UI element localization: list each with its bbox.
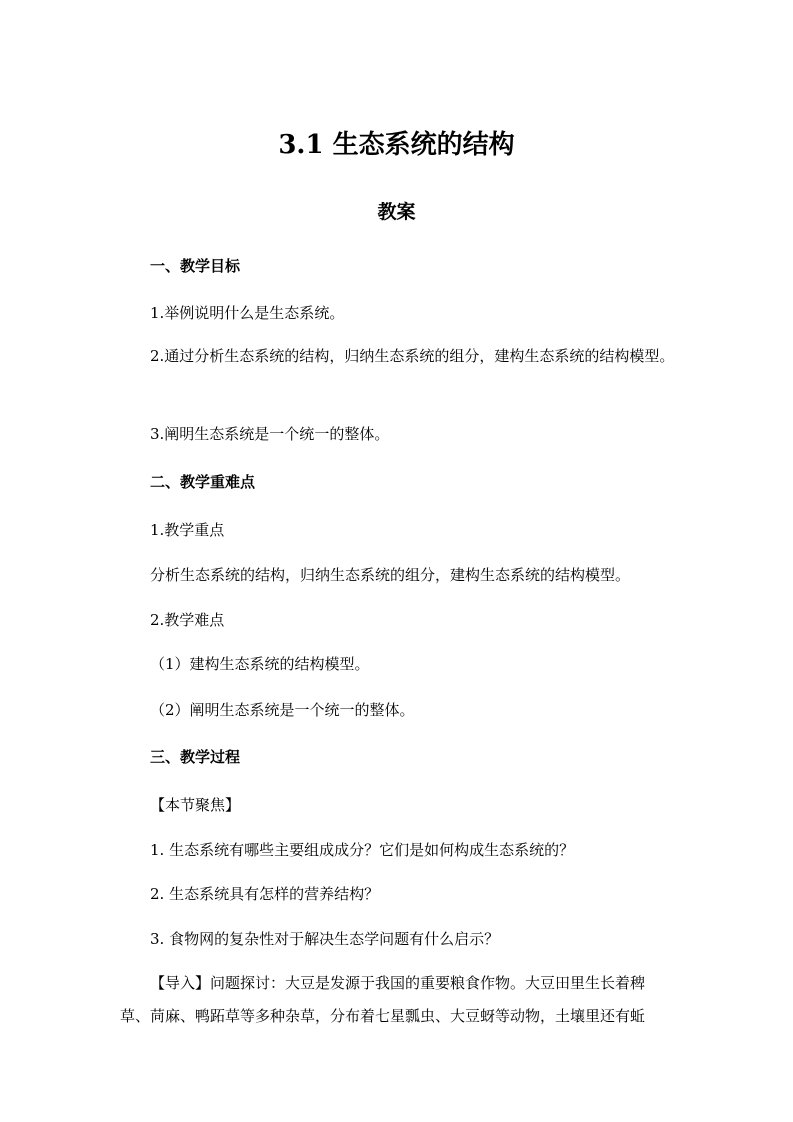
focus-label: 【本节聚焦】 (150, 796, 241, 814)
intro-label: 【导入】 (150, 974, 211, 992)
document-subtitle: 教案 (377, 201, 416, 223)
key-point-text: 分析生态系统的结构，归纳生态系统的组分，建构生态系统的结构模型。 (150, 566, 631, 584)
key-point-label: 1.教学重点 (150, 521, 225, 539)
goal-item-3: 3.阐明生态系统是一个统一的整体。 (150, 425, 390, 443)
document-title: 3.1 生态系统的结构 (278, 130, 515, 160)
focus-item-2: 2. 生态系统具有怎样的营养结构？ (150, 885, 380, 903)
difficult-point-label: 2.教学难点 (150, 611, 225, 629)
difficult-item-1: （1）建构生态系统的结构模型。 (150, 655, 370, 673)
section-heading-key-points: 二、教学重难点 (150, 473, 256, 491)
section-heading-process: 三、教学过程 (150, 748, 241, 766)
goal-item-2: 2.通过分析生态系统的结构，归纳生态系统的组分，建构生态系统的结构模型。 (150, 347, 675, 365)
focus-item-1: 1. 生态系统有哪些主要组成成分？它们是如何构成生态系统的？ (150, 841, 575, 859)
difficult-item-2: （2）阐明生态系统是一个统一的整体。 (150, 701, 415, 719)
section-heading-goals: 一、教学目标 (150, 257, 241, 275)
intro-paragraph (120, 967, 675, 1033)
focus-item-3: 3. 食物网的复杂性对于解决生态学问题有什么启示？ (150, 930, 500, 948)
intro-text: 问题探讨：大豆是发源于我国的重要粮食作物。大豆田里生长着稗草、苘麻、鸭跖草等多种杂草，分布着七星瓢虫、大豆蚜等动物，土壤里还有蚯 (120, 974, 646, 1025)
goal-item-1: 1.举例说明什么是生态系统。 (150, 304, 345, 322)
